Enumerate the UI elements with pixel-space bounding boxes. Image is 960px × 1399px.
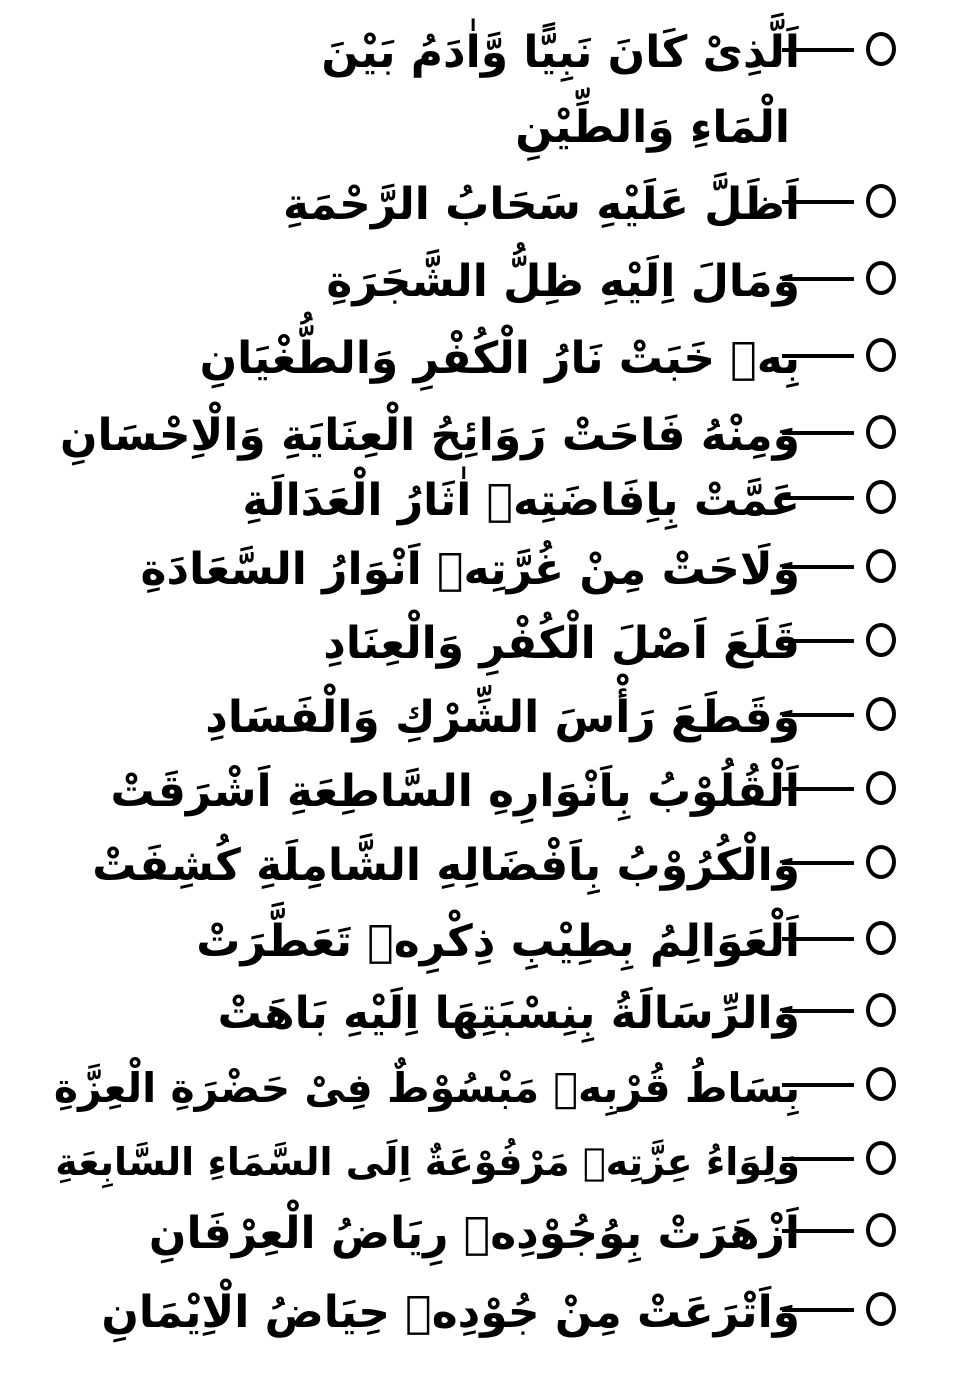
verse-line — [40, 324, 940, 394]
verse-text: اَلْعَوَالِمُ بِطِيْبِ ذِكْرِهٖ تَعَطَّرَتْ — [196, 916, 800, 967]
verse-text: وَاَتْرَعَتْ مِنْ جُوْدِهٖ حِيَاضُ الْاِيْمَانِ — [101, 1287, 800, 1338]
circle-bullet-icon — [866, 845, 896, 879]
verse-line — [40, 683, 940, 753]
verse-line — [40, 18, 940, 88]
verse-line — [40, 535, 940, 605]
circle-bullet-icon — [866, 549, 896, 583]
verse-text: قَلَعَ اَصْلَ الْكُفْرِ وَالْعِنَادِ — [323, 618, 800, 669]
circle-bullet-icon — [866, 415, 896, 449]
circle-bullet-icon — [866, 1213, 896, 1247]
circle-bullet-icon — [866, 1067, 896, 1101]
verse-text: وَقَطَعَ رَأْسَ الشِّرْكِ وَالْفَسَادِ — [205, 692, 800, 743]
circle-bullet-icon — [866, 623, 896, 657]
verse-text: وَالرِّسَالَةُ بِنِسْبَتِهَا اِلَيْهِ بَاهَتْ — [217, 988, 800, 1039]
verse-text: الْمَاءِ وَالطِّيْنِ — [515, 102, 790, 153]
circle-bullet-icon — [866, 1292, 896, 1326]
verse-line — [40, 1127, 940, 1197]
circle-bullet-icon — [866, 338, 896, 372]
verse-text: اَظَلَّ عَلَيْهِ سَحَابُ الرَّحْمَةِ — [283, 179, 800, 230]
verse-line — [40, 907, 940, 977]
verse-line — [40, 1053, 940, 1123]
verse-line — [40, 757, 940, 827]
circle-bullet-icon — [866, 697, 896, 731]
circle-bullet-icon — [866, 1141, 896, 1175]
verse-line — [40, 1278, 940, 1348]
verse-line-continuation — [40, 93, 940, 163]
verse-text: وَلِوَاءُ عِزَّتِهٖ مَرْفُوْعَةٌ اِلَى السَّمَاءِ السَّابِعَةِ — [55, 1140, 800, 1184]
verse-line — [40, 1199, 940, 1269]
verse-line — [40, 609, 940, 679]
verse-text: اَزْهَرَتْ بِوُجُوْدِهٖ رِيَاضُ الْعِرْفَانِ — [148, 1208, 800, 1259]
verse-line — [40, 979, 940, 1049]
circle-bullet-icon — [866, 921, 896, 955]
circle-bullet-icon — [866, 771, 896, 805]
verse-line — [40, 170, 940, 240]
verse-text: بِهٖ خَبَتْ نَارُ الْكُفْرِ وَالطُّغْيَانِ — [199, 333, 800, 384]
verse-text: عَمَّتْ بِاِفَاضَتِهٖ اٰثَارُ الْعَدَالَةِ — [242, 475, 800, 526]
verse-text: وَلَاحَتْ مِنْ غُرَّتِهٖ اَنْوَارُ السَّعَادَةِ — [140, 544, 800, 595]
verse-text: وَالْكُرُوْبُ بِاَفْضَالِهِ الشَّامِلَةِ كُشِفَتْ — [92, 840, 800, 891]
circle-bullet-icon — [866, 32, 896, 66]
verse-text: اَلَّذِىْ كَانَ نَبِيًّا وَّاٰدَمُ بَيْنَ — [321, 27, 800, 78]
verse-text: اَلْقُلُوْبُ بِاَنْوَارِهِ السَّاطِعَةِ اَشْرَقَتْ — [110, 766, 800, 817]
verse-line — [40, 466, 940, 536]
circle-bullet-icon — [866, 480, 896, 514]
verse-text: وَمِنْهُ فَاحَتْ رَوَائِحُ الْعِنَايَةِ وَالْاِحْسَانِ — [59, 410, 800, 461]
verse-line — [40, 831, 940, 901]
circle-bullet-icon — [866, 993, 896, 1027]
circle-bullet-icon — [866, 261, 896, 295]
verse-text: وَمَالَ اِلَيْهِ ظِلُّ الشَّجَرَةِ — [326, 256, 800, 307]
verse-text: بِسَاطُ قُرْبِهٖ مَبْسُوْطٌ فِىْ حَضْرَةِ الْعِزَّةِ — [53, 1064, 800, 1112]
verse-line — [40, 247, 940, 317]
verse-line — [40, 401, 940, 471]
circle-bullet-icon — [866, 184, 896, 218]
